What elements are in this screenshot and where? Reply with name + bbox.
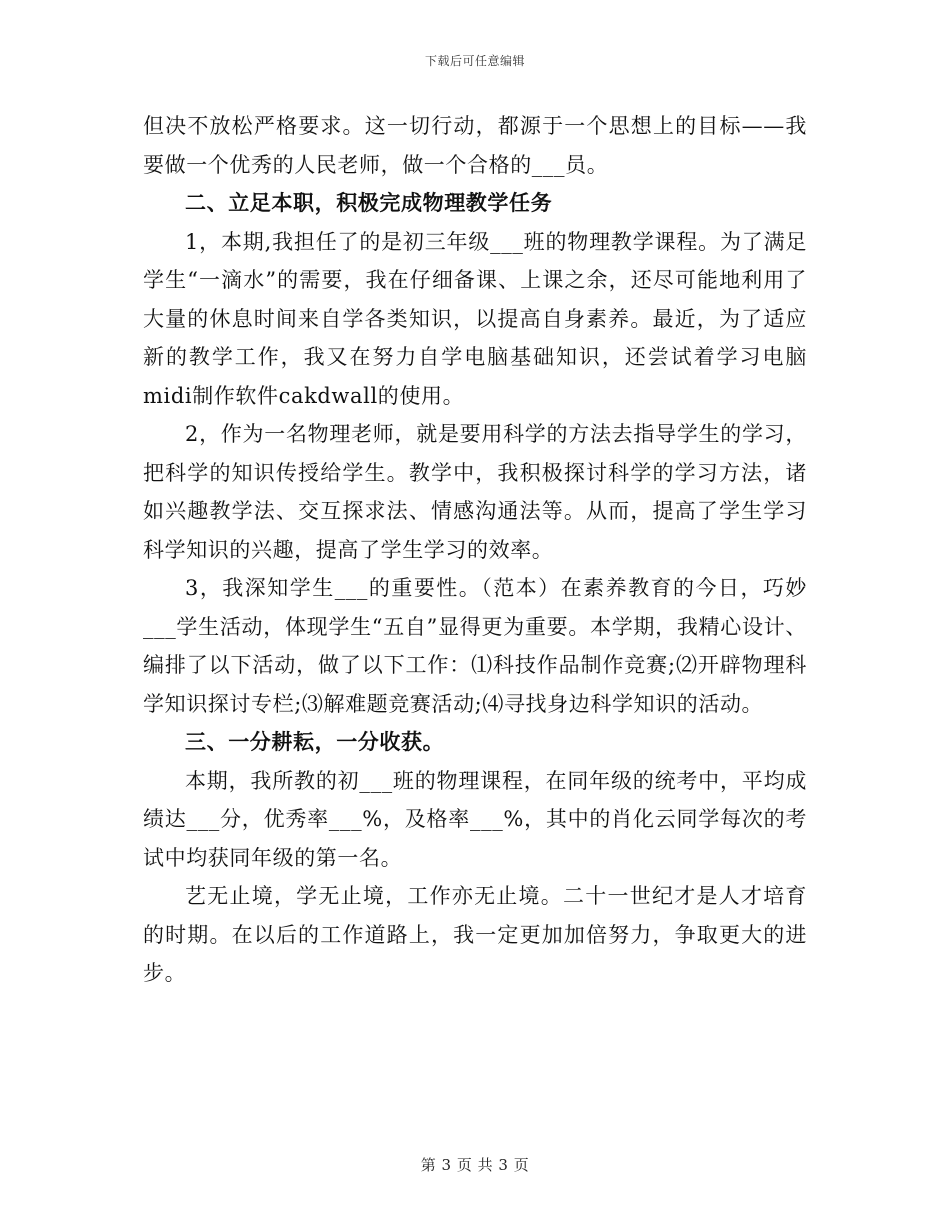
page-footer: 第 3 页 共 3 页 [420, 1156, 530, 1174]
section-heading-three: 三、一分耕耘，一分收获。 [185, 729, 445, 754]
paragraph-item-1: 1，本期,我担任了的是初三年级___班的物理教学课程。为了满足学生“一滴水”的需要，我在仔细备课、上课之余，还尽可能地利用了大量的休息时间来自学各类知识，以提高自身素养。最近，为了适应新的教学工作，我又在努力自学电脑基础知识，还尝试着学习电脑midi制作软件cakdwall的使用。 [143, 229, 807, 408]
document-body [143, 107, 807, 993]
paragraph-conclusion: 艺无止境，学无止境，工作亦无止境。二十一世纪才是人才培育的时期。在以后的工作道路上，我一定更加加倍努力，争取更大的进步。 [143, 884, 807, 985]
paragraph-results: 本期，我所教的初___班的物理课程，在同年级的统考中，平均成绩达___分，优秀率___%，及格率___%，其中的肖化云同学每次的考试中均获同年级的第一名。 [143, 768, 807, 870]
paragraph-item-3: 3，我深知学生___的重要性。（范本）在素养教育的今日，巧妙___学生活动，体现学生“五自”显得更为重要。本学期，我精心设计、编排了以下活动，做了以下工作：⑴科技作品制作竞赛;⑵开辟物理科学知识探讨专栏;⑶解难题竞赛活动;⑷寻找身边科学知识的活动。 [143, 576, 807, 716]
section-heading-two: 二、立足本职，积极完成物理教学任务 [185, 190, 553, 215]
page-header: 下载后可任意编辑 [424, 54, 525, 68]
paragraph-item-2: 2，作为一名物理老师，就是要用科学的方法去指导学生的学习，把科学的知识传授给学生。教学中，我积极探讨科学的学习方法，诸如兴趣教学法、交互探求法、情感沟通法等。从而，提高了学生学习科学知识的兴趣，提高了学生学习的效率。 [143, 422, 807, 562]
paragraph-continuation: 但决不放松严格要求。这一切行动，都源于一个思想上的目标——我要做一个优秀的人民老师，做一个合格的___员。 [143, 114, 807, 177]
